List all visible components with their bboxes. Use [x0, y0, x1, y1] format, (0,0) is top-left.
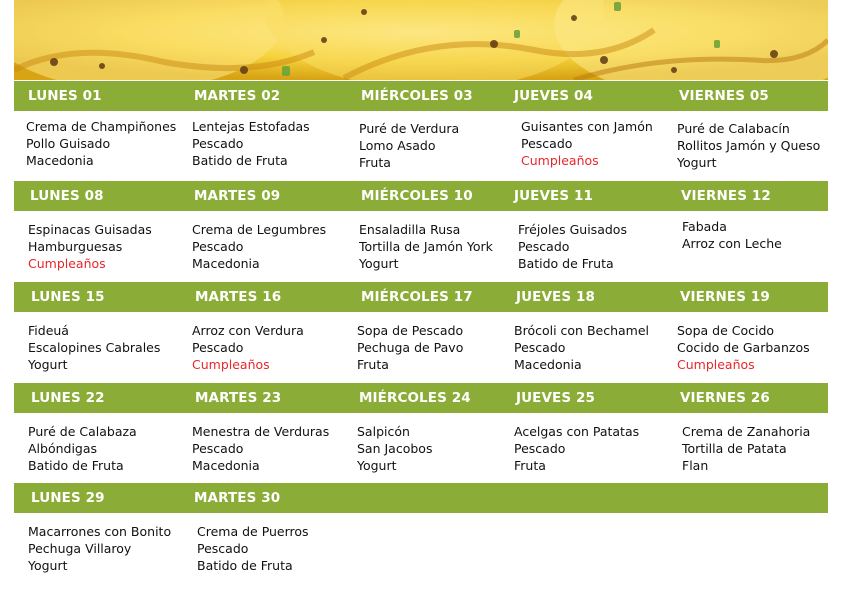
- meal-item: Puré de Calabaza: [28, 424, 137, 439]
- menu-cell: [677, 322, 837, 373]
- menu-cell: [359, 120, 519, 171]
- meal-item: Crema de Champiñones: [26, 119, 177, 134]
- menu-cell: [28, 322, 188, 373]
- meal-item: Puré de Verdura: [359, 121, 460, 136]
- meal-item: Pescado: [514, 441, 566, 456]
- meal-item: Yogurt: [677, 155, 717, 170]
- meal-item: Fréjoles Guisados: [518, 222, 627, 237]
- meal-item: Pescado: [197, 541, 249, 556]
- meal-item: Arroz con Leche: [682, 236, 782, 251]
- meal-item: Fideuá: [28, 323, 69, 338]
- pineapple-photo-icon: [14, 0, 828, 80]
- day-label: VIERNES 19: [680, 289, 770, 305]
- meal-item: Flan: [682, 458, 709, 473]
- meal-item: Pescado: [514, 340, 566, 355]
- menu-cell: [192, 322, 352, 373]
- meal-item: Escalopines Cabrales: [28, 340, 161, 355]
- meal-item: Lomo Asado: [359, 138, 436, 153]
- menu-cell: [357, 322, 517, 373]
- meal-item: Yogurt: [28, 357, 68, 372]
- menu-cell: [521, 118, 681, 169]
- meal-item: Pescado: [192, 441, 244, 456]
- week-header-4: [14, 383, 828, 413]
- day-label: LUNES 08: [30, 188, 104, 204]
- meal-item: Macedonia: [26, 153, 94, 168]
- menu-cell: [677, 120, 837, 171]
- meal-item: Fruta: [359, 155, 391, 170]
- day-label: LUNES 15: [31, 289, 105, 305]
- meal-item: Brócoli con Bechamel: [514, 323, 650, 338]
- meal-item: Lentejas Estofadas: [192, 119, 310, 134]
- meal-item: Pollo Guisado: [26, 136, 111, 151]
- day-label: MIÉRCOLES 24: [359, 390, 471, 406]
- meal-item: Pescado: [192, 340, 244, 355]
- menu-cell: [514, 322, 674, 373]
- meal-item: Fabada: [682, 219, 727, 234]
- day-label: MIÉRCOLES 17: [361, 289, 473, 305]
- day-label: LUNES 22: [31, 390, 105, 406]
- meal-item: Crema de Puerros: [197, 524, 309, 539]
- meal-item: Crema de Legumbres: [192, 222, 327, 237]
- day-label: JUEVES 25: [516, 390, 595, 406]
- meal-item: Fruta: [514, 458, 546, 473]
- day-label: VIERNES 26: [680, 390, 770, 406]
- birthday-label: Cumpleaños: [521, 153, 599, 168]
- menu-cell: [26, 118, 186, 169]
- day-label: JUEVES 11: [514, 188, 593, 204]
- day-label: LUNES 29: [31, 490, 105, 506]
- meal-item: Batido de Fruta: [192, 153, 288, 168]
- meal-item: Hamburguesas: [28, 239, 123, 254]
- meal-item: Guisantes con Jamón: [521, 119, 653, 134]
- meal-item: Batido de Fruta: [197, 558, 293, 573]
- week-header-1: [14, 81, 828, 111]
- birthday-label: Cumpleaños: [28, 256, 106, 271]
- meal-item: Macedonia: [192, 256, 260, 271]
- meal-item: Crema de Zanahoria: [682, 424, 811, 439]
- day-label: MARTES 02: [194, 88, 281, 104]
- day-label: MARTES 30: [194, 490, 281, 506]
- meal-item: Pescado: [521, 136, 573, 151]
- menu-cell: [518, 221, 678, 272]
- meal-item: Tortilla de Jamón York: [359, 239, 493, 254]
- menu-cell: [197, 523, 357, 574]
- birthday-label: Cumpleaños: [677, 357, 755, 372]
- meal-item: Menestra de Verduras: [192, 424, 330, 439]
- meal-item: Yogurt: [28, 558, 68, 573]
- meal-item: Sopa de Pescado: [357, 323, 464, 338]
- meal-item: Sopa de Cocido: [677, 323, 775, 338]
- meal-item: Albóndigas: [28, 441, 98, 456]
- menu-cell: [192, 118, 352, 169]
- meal-item: Yogurt: [357, 458, 397, 473]
- menu-cell: [682, 218, 842, 252]
- meal-item: Tortilla de Patata: [682, 441, 787, 456]
- meal-item: Pescado: [192, 239, 244, 254]
- meal-item: Fruta: [357, 357, 389, 372]
- menu-cell: [514, 423, 674, 474]
- day-label: JUEVES 18: [516, 289, 595, 305]
- day-label: MARTES 09: [194, 188, 281, 204]
- meal-item: Ensaladilla Rusa: [359, 222, 461, 237]
- menu-cell: [28, 423, 188, 474]
- day-label: VIERNES 05: [679, 88, 769, 104]
- menu-cell: [357, 423, 517, 474]
- meal-item: Pechuga Villaroy: [28, 541, 132, 556]
- day-label: VIERNES 12: [681, 188, 771, 204]
- day-label: LUNES 01: [28, 88, 102, 104]
- menu-cell: [192, 423, 352, 474]
- menu-cell: [28, 523, 188, 574]
- meal-item: Espinacas Guisadas: [28, 222, 152, 237]
- meal-item: Batido de Fruta: [28, 458, 124, 473]
- meal-item: Pescado: [192, 136, 244, 151]
- day-label: MIÉRCOLES 03: [361, 88, 473, 104]
- day-label: MARTES 23: [195, 390, 282, 406]
- meal-item: Batido de Fruta: [518, 256, 614, 271]
- meal-item: Puré de Calabacín: [677, 121, 790, 136]
- week-header-3: [14, 282, 828, 312]
- menu-cell: [682, 423, 842, 474]
- meal-item: Macedonia: [192, 458, 260, 473]
- meal-item: Cocido de Garbanzos: [677, 340, 810, 355]
- meal-item: San Jacobos: [357, 441, 433, 456]
- menu-cell: [28, 221, 188, 272]
- menu-cell: [192, 221, 352, 272]
- banner-image: [14, 0, 828, 80]
- menu-cell: [359, 221, 519, 272]
- day-label: MIÉRCOLES 10: [361, 188, 473, 204]
- meal-item: Acelgas con Patatas: [514, 424, 640, 439]
- meal-item: Macedonia: [514, 357, 582, 372]
- meal-item: Pechuga de Pavo: [357, 340, 464, 355]
- meal-item: Macarrones con Bonito: [28, 524, 172, 539]
- day-label: MARTES 16: [195, 289, 282, 305]
- day-label: JUEVES 04: [514, 88, 593, 104]
- meal-item: Salpicón: [357, 424, 410, 439]
- meal-item: Yogurt: [359, 256, 399, 271]
- meal-item: Pescado: [518, 239, 570, 254]
- meal-item: Rollitos Jamón y Queso: [677, 138, 821, 153]
- week-header-5: [14, 483, 828, 513]
- meal-item: Arroz con Verdura: [192, 323, 304, 338]
- birthday-label: Cumpleaños: [192, 357, 270, 372]
- week-header-2: [14, 181, 828, 211]
